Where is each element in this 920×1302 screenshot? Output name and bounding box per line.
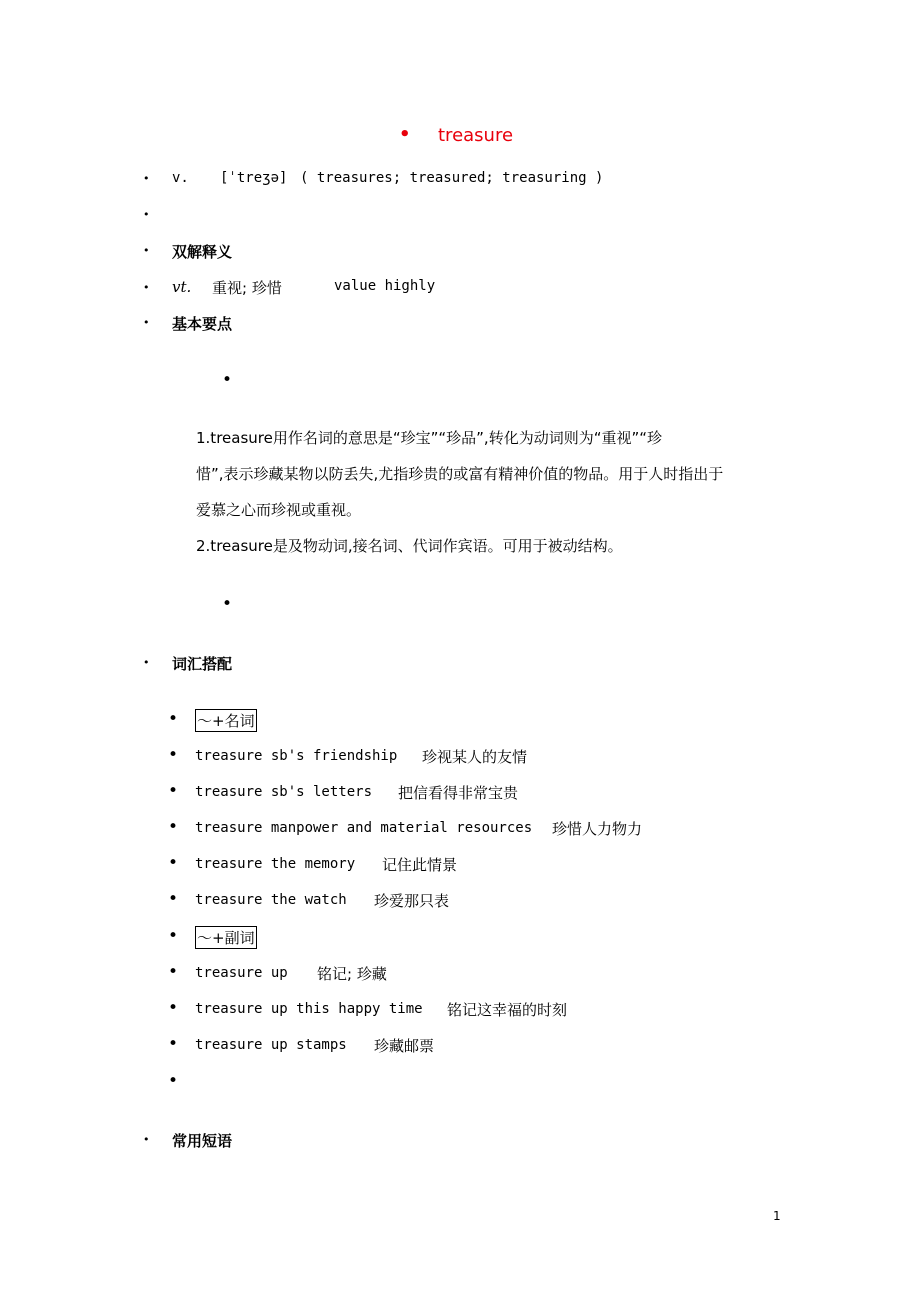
- list-bullet: •: [168, 1071, 179, 1091]
- list-bullet: •: [143, 281, 150, 294]
- definition-zh: 重视; 珍惜: [212, 279, 282, 297]
- list-bullet: •: [168, 853, 179, 873]
- collocation-en: treasure sb's friendship: [195, 748, 398, 764]
- list-bullet: •: [143, 244, 150, 257]
- basic-point-line: 2.treasure是及物动词,接名词、代词作宾语。可用于被动结构。: [196, 537, 623, 555]
- collocation-en: treasure the memory: [195, 856, 356, 872]
- collocation-adv-label: ～+副词: [195, 926, 257, 949]
- verb-forms: ( treasures; treasured; treasuring ): [300, 170, 604, 186]
- list-bullet: •: [168, 817, 179, 837]
- basic-points-text: [196, 420, 796, 564]
- list-bullet: •: [168, 781, 179, 801]
- definition-en: value highly: [334, 278, 436, 294]
- collocation-en: treasure up this happy time: [195, 1001, 423, 1017]
- collocation-zh: 铭记这幸福的时刻: [447, 1001, 568, 1019]
- list-bullet: •: [143, 172, 150, 185]
- list-bullet: •: [168, 926, 179, 946]
- section-heading-collocation: 词汇搭配: [172, 655, 233, 673]
- list-bullet: •: [168, 889, 179, 909]
- collocation-en: treasure up: [195, 965, 288, 981]
- collocation-zh: 把信看得非常宝贵: [398, 784, 519, 802]
- basic-point-line: 爱慕之心而珍视或重视。: [196, 501, 362, 519]
- list-bullet: •: [143, 208, 150, 221]
- collocation-zh: 珍藏邮票: [374, 1037, 435, 1055]
- section-heading-dual: 双解释义: [172, 243, 233, 261]
- list-bullet: •: [143, 316, 150, 329]
- basic-point-line: 惜”,表示珍藏某物以防丢失,尤指珍贵的或富有精神价值的物品。用于人时指出于: [196, 465, 724, 483]
- collocation-en: treasure the watch: [195, 892, 347, 908]
- section-heading-basic: 基本要点: [172, 315, 233, 333]
- list-bullet: •: [168, 745, 179, 765]
- list-bullet: •: [168, 709, 179, 729]
- headword-title: treasure: [438, 125, 514, 146]
- page-number: 1: [773, 1209, 781, 1223]
- collocation-en: treasure manpower and material resources: [195, 820, 533, 836]
- list-bullet: •: [168, 998, 179, 1018]
- collocation-en: treasure sb's letters: [195, 784, 373, 800]
- collocation-en: treasure up stamps: [195, 1037, 347, 1053]
- list-bullet: •: [222, 594, 233, 614]
- phonetic: [ˈtreʒə]: [220, 170, 288, 186]
- collocation-zh: 珍惜人力物力: [552, 820, 643, 838]
- collocation-zh: 记住此情景: [382, 856, 458, 874]
- part-of-speech: v.: [172, 170, 189, 186]
- basic-point-line: 1.treasure用作名词的意思是“珍宝”“珍品”,转化为动词则为“重视”“珍: [196, 429, 663, 447]
- title-bullet: •: [399, 124, 411, 145]
- definition-pos: vt.: [172, 278, 192, 296]
- list-bullet: •: [222, 370, 233, 390]
- collocation-zh: 珍爱那只表: [374, 892, 450, 910]
- list-bullet: •: [143, 1133, 150, 1146]
- section-heading-phrases: 常用短语: [172, 1132, 233, 1150]
- collocation-zh: 珍视某人的友情: [422, 748, 528, 766]
- list-bullet: •: [168, 962, 179, 982]
- list-bullet: •: [168, 1034, 179, 1054]
- collocation-zh: 铭记; 珍藏: [317, 965, 387, 983]
- list-bullet: •: [143, 656, 150, 669]
- collocation-noun-label: ～+名词: [195, 709, 257, 732]
